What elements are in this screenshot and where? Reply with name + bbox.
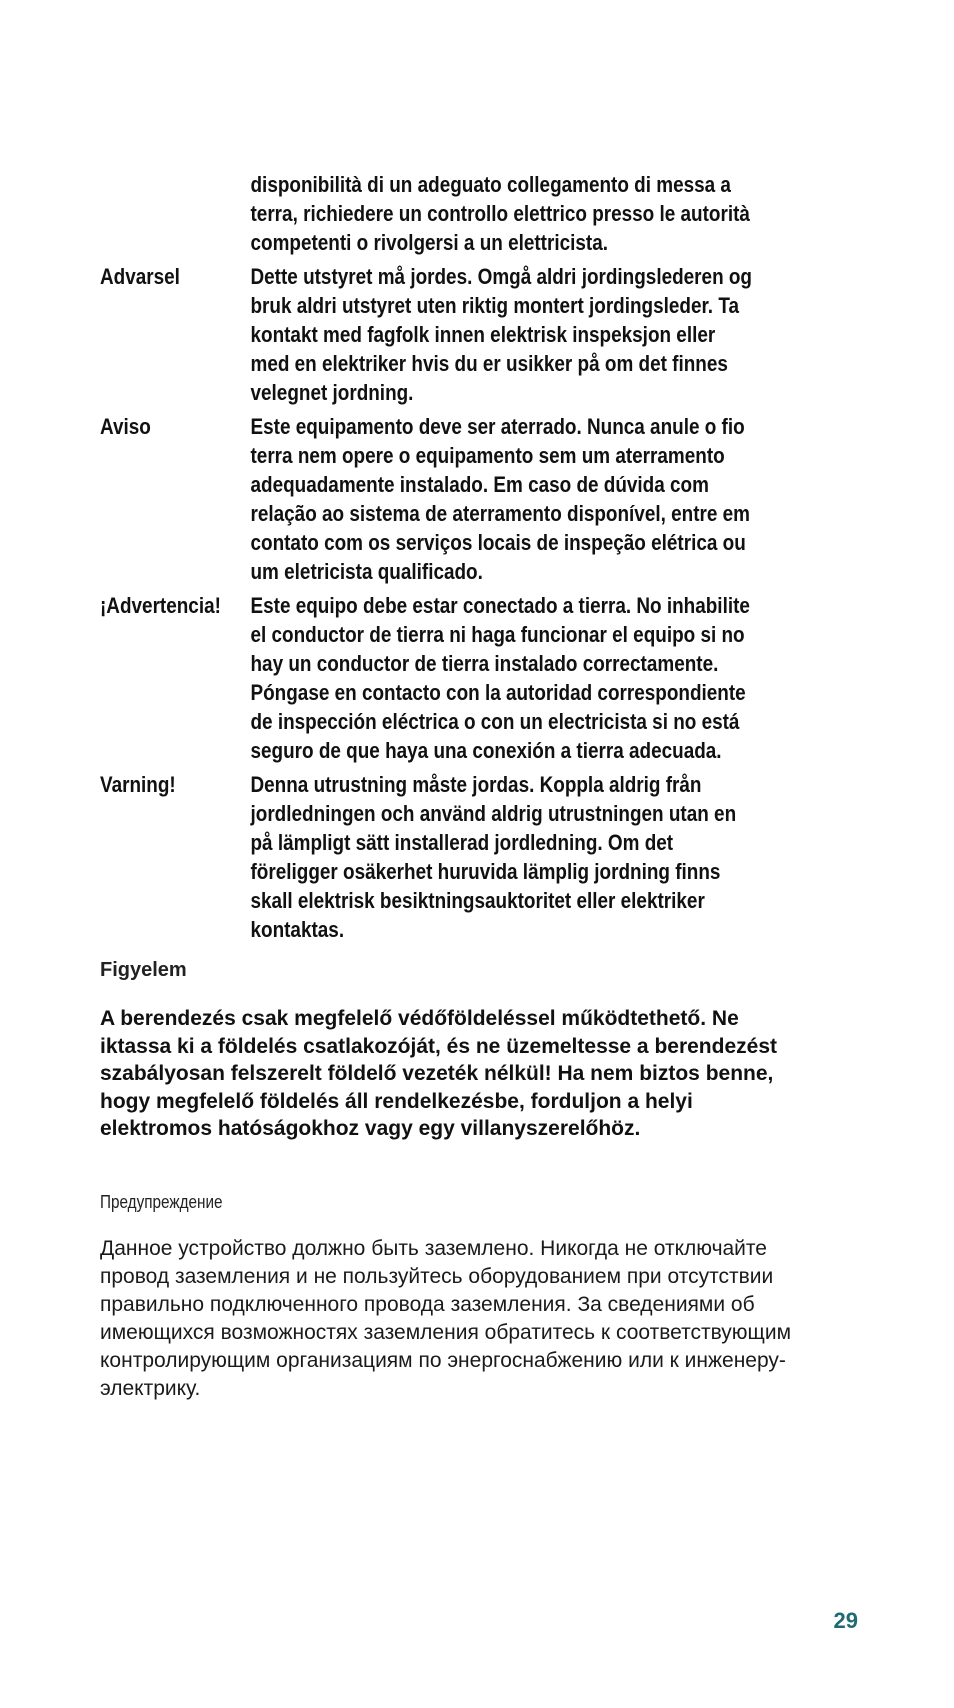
page-number: 29 [833, 1608, 858, 1633]
hungarian-text: A berendezés csak megfelelő védőföldeléssel működtethető. Ne iktassa ki a földelés csatlakozóját, és ne üzemeltesse a berendezést szabályosan felszerelt földelő vezeték nélkül! Ha nem biztos benne, hogy megfelelő földelés áll rendelkezésbe, forduljon a helyi elektromos hatóságokhoz vagy egy villanyszerelőhöz. [100, 1007, 777, 1140]
warning-label-portuguese: Aviso [100, 414, 151, 439]
warning-text-swedish: Denna utrustning måste jordas. Koppla aldrig från jordledningen och använd aldrig utrustningen utan en på lämpligt sätt installerad jordledning. Om det föreligger osäkerhet huruvida lämplig jordning finns skall elektrisk besiktningsauktoritet eller elektriker kontaktas. [250, 772, 737, 942]
warning-text-portuguese: Este equipamento deve ser aterrado. Nunca anule o fio terra nem opere o equipamento sem um aterramento adequadamente instalado. Em caso de dúvida com relação ao sistema de aterramento disponível, entre em contato com os serviços locais de inspeção elétrica ou um eletricista qualificado. [250, 414, 750, 584]
warning-row-italian-continuation [100, 170, 754, 257]
russian-text: Данное устройство должно быть заземлено. Никогда не отключайте провод заземления и не пользуйтесь оборудованием при отсутствии правильно подключенного провода заземления. За сведениями об имеющихся возможностях заземления обратитесь к соответствующим контролирующим организациям по энергоснабжению или к инженеру-электрику. [100, 1237, 792, 1400]
warning-label-spanish: ¡Advertencia! [100, 593, 221, 618]
warning-text-spanish: Este equipo debe estar conectado a tierra. No inhabilite el conductor de tierra ni haga funcionar el equipo si no hay un conductor de tierra instalado correctamente. Póngase en contacto con la autoridad correspondiente de inspección eléctrica o con un electricista si no está seguro de que haya una conexión a tierra adecuada. [250, 593, 750, 763]
warning-row-portuguese [100, 412, 754, 586]
warning-label-norwegian: Advarsel [100, 264, 180, 289]
warning-row-swedish [100, 770, 754, 944]
hungarian-heading: Figyelem [100, 959, 187, 981]
warning-row-norwegian [100, 262, 754, 407]
warning-text-italian: disponibilità di un adeguato collegamento di messa a terra, richiedere un controllo elettrico presso le autorità competenti o rivolgersi a un elettricista. [250, 172, 750, 255]
warning-label-swedish: Varning! [100, 772, 176, 797]
russian-heading: Предупреждение [100, 1192, 223, 1212]
warning-label-empty [100, 170, 251, 257]
multilingual-warnings [100, 170, 754, 949]
warning-text-norwegian: Dette utstyret må jordes. Omgå aldri jordingslederen og bruk aldri utstyret uten riktig montert jordingsleder. Ta kontakt med fagfolk innen elektrisk inspeksjon eller med en elektriker hvis du er usikker på om det finnes velegnet jordning. [250, 264, 753, 405]
warning-row-spanish [100, 591, 754, 765]
